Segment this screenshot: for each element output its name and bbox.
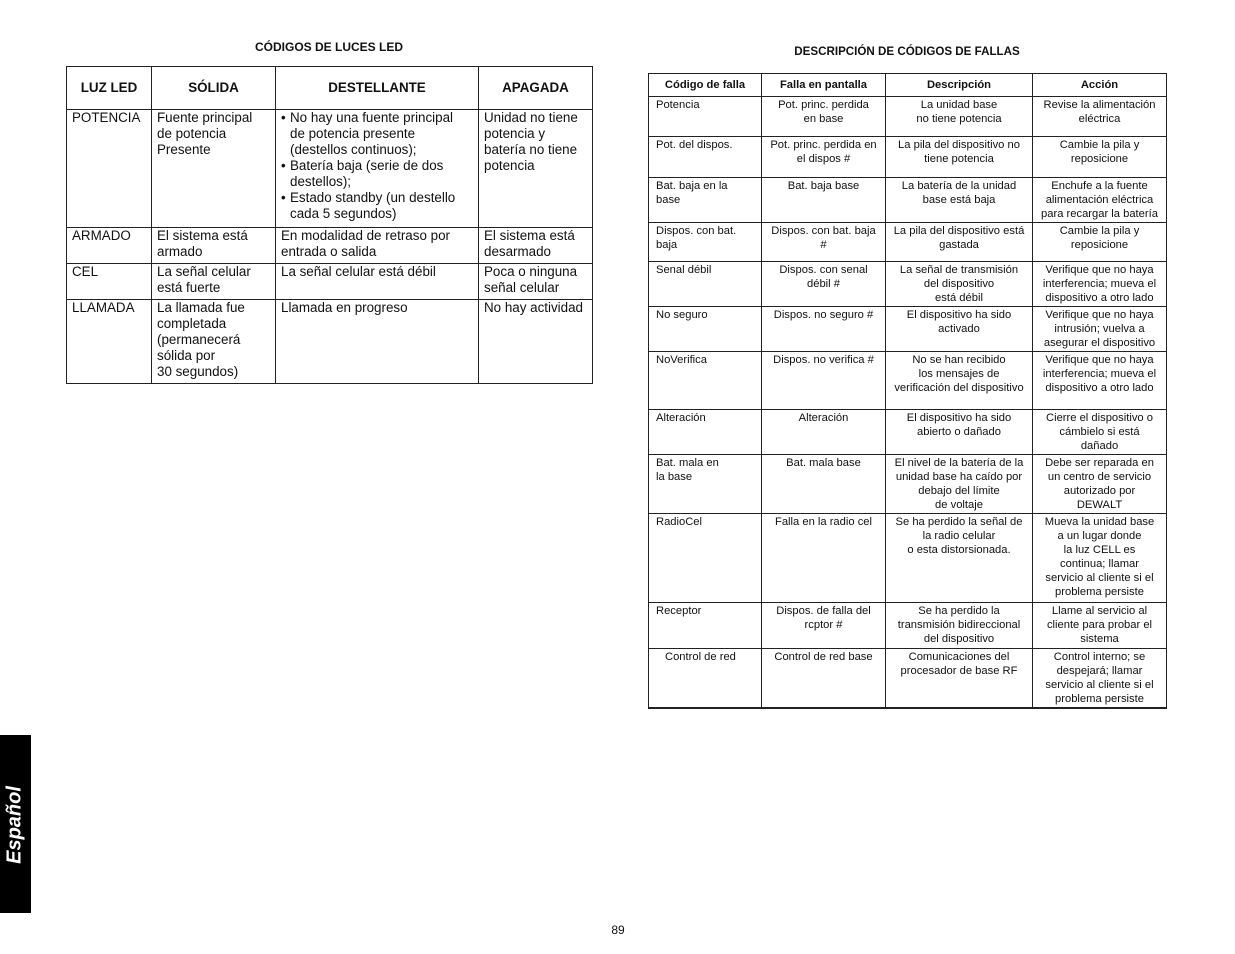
page-number: 89 <box>611 923 625 937</box>
header-led: LUZ LED <box>67 67 152 110</box>
fault-description: La batería de la unidad base está baja <box>886 178 1033 223</box>
led-solid: La señal celular está fuerte <box>152 264 276 300</box>
led-codes-title: CÓDIGOS DE LUCES LED <box>254 40 403 54</box>
fault-code: Bat. mala en la base <box>649 455 762 514</box>
fault-action: Verifique que no haya intrusión; vuelva a asegurar el dispositivo <box>1033 307 1167 352</box>
fault-display: Control de red base <box>762 649 886 709</box>
led-name: ARMADO <box>67 228 152 264</box>
fault-description: La pila del dispositivo está gastada <box>886 223 1033 262</box>
fault-description: El nivel de la batería de la unidad base ha caído por debajo del límite de voltaje <box>886 455 1033 514</box>
led-row-cel <box>67 264 593 300</box>
led-row-armado <box>67 228 593 264</box>
fault-row <box>649 178 1167 223</box>
language-tab-label: Español <box>3 786 26 864</box>
fault-row <box>649 455 1167 514</box>
fault-description: El dispositivo ha sido abierto o dañado <box>886 410 1033 455</box>
header-fault-code: Código de falla <box>649 74 762 97</box>
fault-description: La unidad base no tiene potencia <box>886 97 1033 137</box>
fault-description: Comunicaciones del procesador de base RF <box>886 649 1033 709</box>
bullet-item: • Batería baja (serie de dos destellos); <box>281 158 474 190</box>
led-off: No hay actividad <box>479 300 593 384</box>
fault-display: Dispos. de falla del rcptor # <box>762 603 886 649</box>
fault-row <box>649 262 1167 307</box>
fault-row <box>649 514 1167 603</box>
led-solid: El sistema está armado <box>152 228 276 264</box>
fault-display: Dispos. no verifica # <box>762 352 886 410</box>
header-fault-action: Acción <box>1033 74 1167 97</box>
led-codes-table <box>66 66 593 384</box>
led-flashing <box>276 110 479 228</box>
led-off: Poca o ninguna señal celular <box>479 264 593 300</box>
fault-description: No se han recibido los mensajes de verificación del dispositivo <box>886 352 1033 410</box>
led-name: LLAMADA <box>67 300 152 384</box>
led-off: El sistema está desarmado <box>479 228 593 264</box>
fault-row <box>649 137 1167 178</box>
fault-action: Control interno; se despejará; llamar servicio al cliente si el problema persiste <box>1033 649 1167 709</box>
fault-row <box>649 649 1167 709</box>
led-flashing: En modalidad de retraso por entrada o salida <box>276 228 479 264</box>
fault-row <box>649 410 1167 455</box>
fault-action: Debe ser reparada en un centro de servicio autorizado por DEWALT <box>1033 455 1167 514</box>
fault-description: El dispositivo ha sido activado <box>886 307 1033 352</box>
fault-code: Control de red <box>649 649 762 709</box>
fault-row <box>649 223 1167 262</box>
led-flashing: Llamada en progreso <box>276 300 479 384</box>
fault-display: Dispos. con senal débil # <box>762 262 886 307</box>
language-tab <box>0 735 31 913</box>
fault-row <box>649 352 1167 410</box>
fault-display: Dispos. no seguro # <box>762 307 886 352</box>
fault-action: Revise la alimentación eléctrica <box>1033 97 1167 137</box>
fault-code: Dispos. con bat. baja <box>649 223 762 262</box>
fault-display: Bat. mala base <box>762 455 886 514</box>
fault-display: Dispos. con bat. baja # <box>762 223 886 262</box>
fault-description: La señal de transmisión del dispositivo está débil <box>886 262 1033 307</box>
fault-display: Pot. princ. perdida en el dispos # <box>762 137 886 178</box>
led-row-potencia <box>67 110 593 228</box>
header-fault-description: Descripción <box>886 74 1033 97</box>
led-row-llamada <box>67 300 593 384</box>
fault-action: Enchufe a la fuente alimentación eléctrica para recargar la batería <box>1033 178 1167 223</box>
bullet-item: • No hay una fuente principal de potencia presente (destellos continuos); <box>281 110 474 158</box>
fault-code: Bat. baja en la base <box>649 178 762 223</box>
fault-codes-title: DESCRIPCIÓN DE CÓDIGOS DE FALLAS <box>794 45 1020 58</box>
bullet-item: • Estado standby (un destello cada 5 segundos) <box>281 190 474 222</box>
led-off: Unidad no tiene potencia y batería no tiene potencia <box>479 110 593 228</box>
fault-display: Bat. baja base <box>762 178 886 223</box>
fault-row <box>649 307 1167 352</box>
led-solid: Fuente principal de potencia Presente <box>152 110 276 228</box>
fault-display: Alteración <box>762 410 886 455</box>
fault-code: RadioCel <box>649 514 762 603</box>
header-off: APAGADA <box>479 67 593 110</box>
fault-row <box>649 603 1167 649</box>
fault-action: Cambie la pila y reposicione <box>1033 137 1167 178</box>
led-name: CEL <box>67 264 152 300</box>
header-fault-display: Falla en pantalla <box>762 74 886 97</box>
fault-code: Potencia <box>649 97 762 137</box>
fault-action: Cambie la pila y reposicione <box>1033 223 1167 262</box>
fault-action: Cierre el dispositivo o cámbielo si está dañado <box>1033 410 1167 455</box>
fault-display: Falla en la radio cel <box>762 514 886 603</box>
fault-code: Receptor <box>649 603 762 649</box>
fault-description: Se ha perdido la transmisión bidireccional del dispositivo <box>886 603 1033 649</box>
fault-row <box>649 97 1167 137</box>
fault-code: Senal débil <box>649 262 762 307</box>
led-solid: La llamada fue completada (permanecerá sólida por 30 segundos) <box>152 300 276 384</box>
fault-action: Mueva la unidad base a un lugar donde la luz CELL es continua; llamar servicio al cliente si el problema persiste <box>1033 514 1167 603</box>
fault-code: Alteración <box>649 410 762 455</box>
fault-action: Verifique que no haya interferencia; mueva el dispositivo a otro lado <box>1033 352 1167 410</box>
fault-code: NoVerifica <box>649 352 762 410</box>
fault-code: Pot. del dispos. <box>649 137 762 178</box>
fault-description: La pila del dispositivo no tiene potencia <box>886 137 1033 178</box>
led-name: POTENCIA <box>67 110 152 228</box>
led-flashing: La señal celular está débil <box>276 264 479 300</box>
fault-codes-table <box>648 73 1167 709</box>
header-flashing: DESTELLANTE <box>276 67 479 110</box>
fault-action: Verifique que no haya interferencia; mueva el dispositivo a otro lado <box>1033 262 1167 307</box>
fault-code: No seguro <box>649 307 762 352</box>
fault-action: Llame al servicio al cliente para probar el sistema <box>1033 603 1167 649</box>
header-solid: SÓLIDA <box>152 67 276 110</box>
fault-display: Pot. princ. perdida en base <box>762 97 886 137</box>
fault-description: Se ha perdido la señal de la radio celular o esta distorsionada. <box>886 514 1033 603</box>
